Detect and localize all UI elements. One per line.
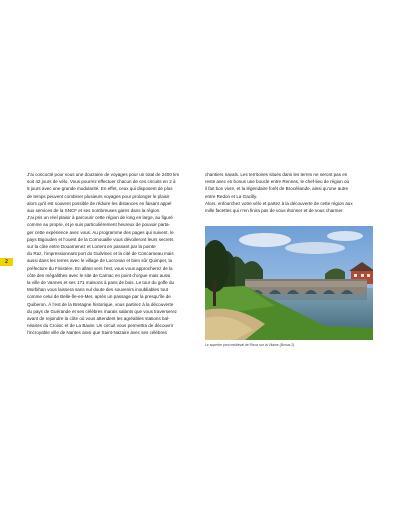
page-number: 2 xyxy=(0,258,13,266)
bridge-illustration xyxy=(205,226,373,340)
text-line: aux services de la SNCF et ses nombreuses gares dans la région. xyxy=(27,208,161,214)
text-line: aussi dans les terres avec le village de Locronan et bien sûr Quimper, la xyxy=(27,258,173,264)
text-line: comme celui de Belle-Île-en-Mer, après un passage par la presqu’île de xyxy=(27,294,171,300)
text-line: du Raz, l’impressionnant port du Guilvinec et la cité de Concarneau mais xyxy=(27,251,174,257)
text-line: l’incroyable ville de Nantes ainsi que Saint-Nazaire avec ses célèbres xyxy=(27,330,167,336)
text-line: comme au propre, et je suis particulièrement heureux de pouvoir parta- xyxy=(27,222,171,228)
text-line: J’ai concocté pour vous une douzaine de voyages pour un total de 2400 km xyxy=(27,172,180,177)
left-text-column xyxy=(27,171,197,337)
text-line: mille facettes qui n’en finira pas de vous étonner et de vous charmer. xyxy=(205,208,344,214)
text-line: la ville de Vannes et ses 171 maisons à pans de bois. Le tour du golfe du xyxy=(27,280,175,286)
text-line: préfecture du Finistère. En allant vers l’est, vous vous approcherez de la xyxy=(27,265,173,271)
text-line: avant de rejoindre la côte où vous attendent les agréables stations bal- xyxy=(27,316,170,322)
photo-caption: Le superbe pont médiéval de Rieux sur la Vilaine (Bonus 2). xyxy=(205,343,296,347)
bridge-photo xyxy=(205,226,373,340)
text-line: reste avec en bonus une boucle entre Rennes, le chef-lieu de région où xyxy=(205,179,350,185)
text-line: chantiers navals. Les territoires situés dans les terres ne seront pas en xyxy=(205,172,348,177)
text-line: du pays de Guérande et ses célèbres marais salants que vous traverserez xyxy=(27,308,177,314)
text-line: pays Bigouden et l’ouest de la Cornouaille vous dévoileront leurs secrets xyxy=(27,236,174,242)
text-line: il fait bon vivre, et la légendaire forêt de Brocéliande, ainsi qu’une autre xyxy=(205,186,349,192)
text-line: entre Redon et La Gacilly. xyxy=(205,193,258,199)
text-line: J’ai pris un réel plaisir à parcourir cette région de long en large, au figuré xyxy=(27,215,173,221)
text-line: alors qu’il est souvent possible de réduire les distances en faisant appel xyxy=(27,200,172,206)
right-text-column xyxy=(205,171,373,214)
text-line: Quiberon. À l’est de la Bretagne historique, vous partirez à la découverte xyxy=(27,301,174,307)
text-line: 5 jours avec une grande modularité. En effet, ceux qui disposent de plus xyxy=(27,186,173,192)
text-line: côte des mégalithes avec le site de Carnac en point d’orgue mais aussi xyxy=(27,272,171,278)
text-line: Morbihan vous laissera sans nul doute des souvenirs inoubliables tout xyxy=(27,287,169,293)
text-line: soit 42 jours de vélo. Vous pourrez effectuer chacun de ces circuits en 2 à xyxy=(27,179,176,185)
text-line: Alors, enfourchez votre vélo et partez à la découverte de cette région aux xyxy=(205,200,353,206)
text-line: ger cette expérience avec vous. Au programme des pages qui suivent, le xyxy=(27,229,174,235)
text-line: sur la côte entre Douarnenez et Lorient en passant par la pointe xyxy=(27,244,156,250)
text-line: néaires du Croisic et de La Baule. Un circuit vous permettra de découvrir xyxy=(27,323,174,329)
text-line: de temps peuvent combiner plusieurs voyages pour prolonger le plaisir xyxy=(27,193,170,199)
